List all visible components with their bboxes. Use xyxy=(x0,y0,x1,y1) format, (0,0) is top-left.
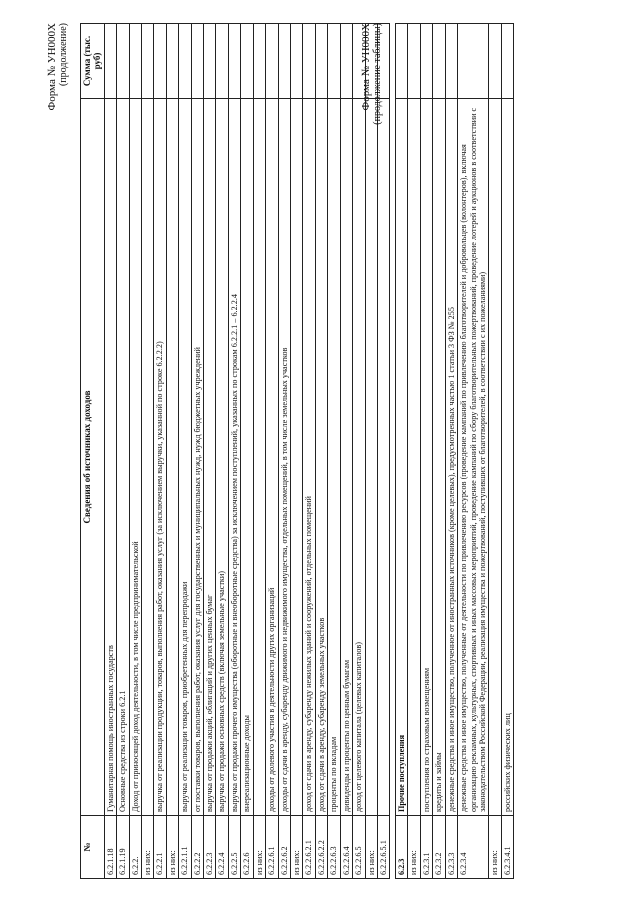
row-number: 6.2.3.1 xyxy=(420,816,432,879)
row-number: из них: xyxy=(253,816,265,879)
row-sum xyxy=(166,24,178,99)
row-number: из них: xyxy=(141,816,153,879)
row-description: внереализационные доходы xyxy=(241,99,253,816)
table-row xyxy=(216,24,228,879)
row-description: дивиденды и проценты по ценным бумагам xyxy=(340,99,352,816)
row-number: 6.2.2.4 xyxy=(216,816,228,879)
row-description: проценты по вкладам xyxy=(328,99,340,816)
row-number: 6.2.2.6.2.1 xyxy=(303,816,315,879)
row-number: из них: xyxy=(291,816,303,879)
table-row xyxy=(396,24,408,879)
row-sum xyxy=(291,24,303,99)
row-sum xyxy=(241,24,253,99)
row-description: денежные средства и иное имущество, полученные от деятельности по привлечению ресурсов (проведение кампаний по привлечению благотворителей и добровольцев (волонтеров), включая организацию рекламных, культурных, спортивных и иных массовых мероприятий, проведение кампаний по сбору благотворительных пожертвований, проведение лотерей и аукционов в соответствии с законодательством Российской Федерации, реализация имущества и пожертвований, поступивших от благотворителей, в соответствии с их пожеланиями) xyxy=(458,99,489,816)
row-number: 6.2.2.6.4 xyxy=(340,816,352,879)
form-subtitle: (продолжение) xyxy=(58,23,69,87)
row-description: выручка от реализации продукции, товаров, выполнения работ, оказания услуг (за исключением выручки, указанной по строке 6.2.2.2) xyxy=(154,99,166,816)
col-header-sum: Сумма (тыс. руб) xyxy=(81,24,105,99)
row-description: доход от целевого капитала (целевых капиталов) xyxy=(353,99,365,816)
row-number: 6.2.2.1.1 xyxy=(179,816,191,879)
row-description: выручка от продажи основных средств (включая земельные участки) xyxy=(216,99,228,816)
row-sum xyxy=(458,24,489,99)
table-row xyxy=(340,24,352,879)
table-row xyxy=(179,24,191,879)
row-number: из них: xyxy=(408,816,420,879)
table-row xyxy=(303,24,315,879)
row-number: 6.2.2.6.1 xyxy=(266,816,278,879)
row-number: 6.2.2.1 xyxy=(154,816,166,879)
row-description xyxy=(166,99,178,816)
col-header-desc: Сведения об источниках доходов xyxy=(81,99,105,816)
row-sum xyxy=(278,24,290,99)
table-row xyxy=(489,24,501,879)
row-sum xyxy=(340,24,352,99)
table-row xyxy=(117,24,129,879)
row-sum xyxy=(104,24,116,99)
row-number: из них: xyxy=(489,816,501,879)
row-description: выручка от продажи акций, облигаций и других ценных бумаг xyxy=(204,99,216,816)
row-description: доход от сдачи в аренду, субаренду земельных участков xyxy=(315,99,327,816)
row-description: Гуманитарная помощь иностранных государств xyxy=(104,99,116,816)
row-description: выручка от реализации товаров, приобретенных для перепродажи xyxy=(179,99,191,816)
row-description xyxy=(291,99,303,816)
table-row xyxy=(141,24,153,879)
row-sum xyxy=(303,24,315,99)
row-sum xyxy=(117,24,129,99)
row-number: из них: xyxy=(365,816,377,879)
row-sum xyxy=(129,24,141,99)
row-description: от поставки товаров, выполнения работ, оказания услуг для государственных и муниципальных нужд, нужд бюджетных учреждений xyxy=(191,99,203,816)
table-row xyxy=(445,24,457,879)
row-sum xyxy=(228,24,240,99)
row-number: 6.2.1.19 xyxy=(117,816,129,879)
row-number: 6.2.2.6.2 xyxy=(278,816,290,879)
form-title: Форма № УН000Х xyxy=(46,23,58,111)
table-row xyxy=(501,24,513,879)
row-number: 6.2.2.5 xyxy=(228,816,240,879)
row-number: 6.2.3.3 xyxy=(445,816,457,879)
table-row xyxy=(253,24,265,879)
row-sum xyxy=(420,24,432,99)
table-body xyxy=(396,24,514,879)
table-row xyxy=(377,24,389,879)
table-row xyxy=(420,24,432,879)
table-body xyxy=(104,24,390,879)
table-row xyxy=(228,24,240,879)
table-row xyxy=(365,24,377,879)
table-row xyxy=(191,24,203,879)
table-row xyxy=(129,24,141,879)
row-number: 6.2.2. xyxy=(129,816,141,879)
table-row xyxy=(266,24,278,879)
row-description: выручка от продажи прочего имущества (оборотные и внеоборотные средства) за исключением поступлений, указанных по строкам 6.2.2.1 – 6.2.2.4 xyxy=(228,99,240,816)
row-sum xyxy=(433,24,445,99)
table-row xyxy=(154,24,166,879)
row-number: 6.2.2.6.3 xyxy=(328,816,340,879)
row-description: доходы от долевого участия в деятельности других организаций xyxy=(266,99,278,816)
row-sum xyxy=(191,24,203,99)
row-description xyxy=(489,99,501,816)
row-number: 6.2.2.3 xyxy=(204,816,216,879)
row-number: 6.2.3.4.1 xyxy=(501,816,513,879)
row-number: 6.2.3 xyxy=(396,816,408,879)
table-row xyxy=(241,24,253,879)
table-row xyxy=(204,24,216,879)
row-number: 6.2.3.2 xyxy=(433,816,445,879)
row-sum xyxy=(408,24,420,99)
rotated-document-page xyxy=(40,17,600,887)
table-row xyxy=(315,24,327,879)
row-description: доходы от сдачи в аренду, субаренду движимого и недвижимого имущества, отдельных помещений, в том числе земельных участков xyxy=(278,99,290,816)
row-number: 6.2.2.2 xyxy=(191,816,203,879)
row-description: Основные средства из строки 6.2.1 xyxy=(117,99,129,816)
row-number: 6.2.2.6 xyxy=(241,816,253,879)
row-number: 6.2.2.6.5 xyxy=(353,816,365,879)
row-sum xyxy=(489,24,501,99)
row-number: 6.2.3.4 xyxy=(458,816,489,879)
row-description xyxy=(141,99,153,816)
row-sum xyxy=(266,24,278,99)
row-description xyxy=(253,99,265,816)
table-row xyxy=(104,24,116,879)
row-description: доход от сдачи в аренду, субаренду нежилых зданий и сооружений, отдельных помещений xyxy=(303,99,315,816)
row-number: 6.2.1.18 xyxy=(104,816,116,879)
form-title: Форма № УН000Х xyxy=(360,23,372,111)
row-sum xyxy=(154,24,166,99)
table-row xyxy=(166,24,178,879)
other-receipts-table xyxy=(395,23,514,879)
row-description xyxy=(365,99,377,816)
row-sum xyxy=(179,24,191,99)
table-row xyxy=(433,24,445,879)
row-description: поступления по страховым возмещениям xyxy=(420,99,432,816)
row-sum xyxy=(396,24,408,99)
row-sum xyxy=(328,24,340,99)
row-sum xyxy=(445,24,457,99)
row-description: Прочие поступления xyxy=(396,99,408,816)
row-number: 6.2.2.6.2.2 xyxy=(315,816,327,879)
row-description: российских физических лиц xyxy=(501,99,513,816)
table-row xyxy=(408,24,420,879)
row-description: денежные средства и иное имущество, полученное от иностранных источников (кроме целевых), предусмотренных частью 1 статьи 3 ФЗ № 255 xyxy=(445,99,457,816)
form-subtitle: (продолжение таблицы) xyxy=(372,23,383,125)
row-sum xyxy=(253,24,265,99)
row-sum xyxy=(315,24,327,99)
table-row xyxy=(328,24,340,879)
row-number: из них: xyxy=(166,816,178,879)
col-header-num: № xyxy=(81,816,105,879)
income-sources-table xyxy=(80,23,390,879)
row-sum xyxy=(141,24,153,99)
row-description: Доход от приносящей доход деятельности, в том числе предпринимательской xyxy=(129,99,141,816)
table-row xyxy=(458,24,489,879)
table-row xyxy=(278,24,290,879)
row-description xyxy=(408,99,420,816)
row-sum xyxy=(204,24,216,99)
row-description: кредиты и займы xyxy=(433,99,445,816)
table-row xyxy=(291,24,303,879)
row-sum xyxy=(216,24,228,99)
table-row xyxy=(353,24,365,879)
row-sum xyxy=(501,24,513,99)
row-number: 6.2.2.6.5.1 xyxy=(377,816,389,879)
row-description xyxy=(377,99,389,816)
